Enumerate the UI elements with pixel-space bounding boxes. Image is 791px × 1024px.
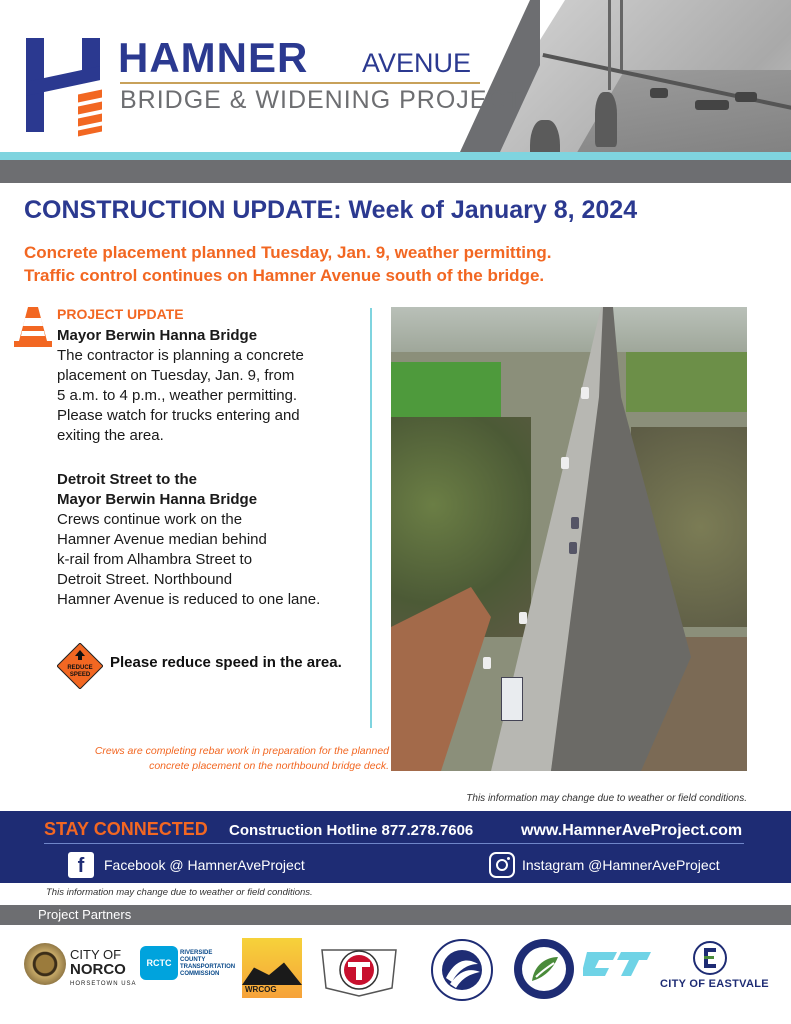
- aerial-bridge-photo: [391, 307, 747, 771]
- reduce-speed-text: Please reduce speed in the area.: [110, 654, 342, 671]
- instagram-icon[interactable]: [489, 852, 515, 878]
- page-title: CONSTRUCTION UPDATE: Week of January 8, 2024: [24, 196, 638, 224]
- column-divider: [370, 308, 372, 728]
- construction-hotline[interactable]: Construction Hotline 877.278.7606: [229, 822, 474, 839]
- header: [0, 0, 791, 183]
- section-detroit: Detroit Street to the Mayor Berwin Hanna Bridge Crews continue work on the Hamner Avenue median behind k-rail from Alhambra Street to Detroit Street. Northbound Hamner Avenue is reduced to one lane.: [57, 471, 321, 608]
- subhead-2: Traffic control continues on Hamner Avenue south of the bridge.: [24, 266, 545, 285]
- usdot-logo: [430, 938, 494, 1002]
- norco-logo-text: CITY OF NORCO HORSETOWN USA: [70, 947, 137, 987]
- hamner-h-logo: [26, 38, 104, 132]
- disclaimer-top: This information may change due to weather or field conditions.: [466, 793, 747, 804]
- rctc-logo: RCTC: [140, 946, 178, 980]
- riverside-river-logo: [512, 937, 576, 1001]
- facebook-link[interactable]: Facebook @ HamnerAveProject: [104, 857, 305, 873]
- photo-caption: Crews are completing rebar work in preparation for the planned concrete placement on the northbound bridge deck.: [94, 745, 389, 772]
- caltrans-logo: [583, 946, 653, 982]
- eastvale-logo-text: CITY OF EASTVALE: [660, 978, 769, 990]
- facebook-icon[interactable]: f: [68, 852, 94, 878]
- subhead-1: Concrete placement planned Tuesday, Jan. 9, weather permitting.: [24, 243, 552, 262]
- section-title: Mayor Berwin Hanna Bridge: [57, 327, 258, 344]
- project-update-label: PROJECT UPDATE: [57, 306, 184, 322]
- svg-text:SPEED: SPEED: [69, 672, 91, 678]
- norco-seal-logo: [24, 943, 66, 985]
- partners-label: Project Partners: [38, 907, 132, 922]
- instagram-link[interactable]: Instagram @HamnerAveProject: [522, 857, 720, 873]
- section-bridge: Mayor Berwin Hanna Bridge The contractor is planning a concrete placement on Tuesday, Jan. 9, from 5 a.m. to 4 p.m., weather permitting. Please watch for trucks entering and exiting the area.: [57, 327, 304, 444]
- website-link[interactable]: www.HamnerAveProject.com: [521, 822, 743, 839]
- riverside-transportation-logo: [320, 940, 398, 998]
- project-title: HAMNER: [118, 34, 309, 81]
- wrcog-label: WRCOG: [245, 985, 277, 994]
- disclaimer-bottom: This information may change due to weather or field conditions.: [46, 887, 313, 898]
- svg-text:REDUCE: REDUCE: [67, 665, 93, 671]
- traffic-cone-icon: [14, 305, 52, 347]
- eastvale-logo-icon: [693, 941, 727, 975]
- rctc-logo-text: RIVERSIDE COUNTY TRANSPORTATION COMMISSION: [180, 950, 236, 977]
- project-title-avenue: AVENUE: [362, 48, 472, 78]
- stay-connected-label: STAY CONNECTED: [44, 819, 208, 839]
- project-subtitle: BRIDGE & WIDENING PROJECT: [120, 86, 523, 114]
- reduce-speed-sign-icon: [57, 643, 103, 689]
